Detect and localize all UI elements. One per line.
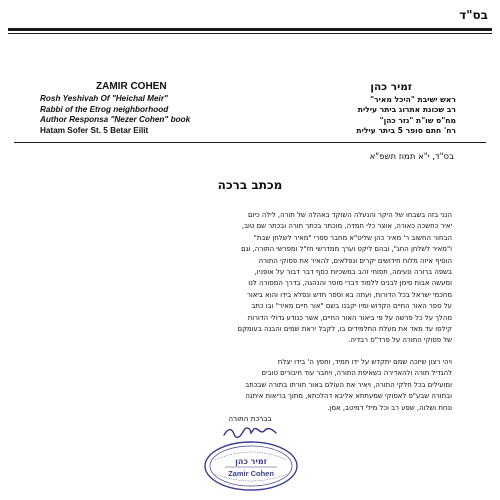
body-line: להגדיל תורה ולהאדירה כשאיפת התורה, ויחבר עוד חיבורים טובים <box>261 369 452 378</box>
letterhead-he-line: רב שכונת אתרוג ביתר עילית <box>357 105 456 115</box>
body-line: מהלך על כל פרשה על פי ביאור האור החיים, אשר כנודע גדולי הדורות <box>247 313 452 322</box>
body-line: ויהי רצון שיזכה שמם יתקדש על ידו תמיד, וחפץ ה' בידו יצלח <box>277 357 452 366</box>
body-line: קילסו עד מאד את מעלת התלמידים בו, לקבל יראת שמים והבנה בעומקם <box>237 325 452 334</box>
body-line: ומעשה אבות סימן לבנים ללמוד דברי מוסר והנהגה, בדרך המסורה לנו <box>248 279 452 288</box>
top-rule <box>8 28 492 31</box>
letter-heading: מכתב ברכה <box>217 178 283 192</box>
body-line: ו"מאיר לשלחן החג", ובהם ליקט וערך ממדרשי חז"ל ומפרשי התורה, וגם <box>241 245 452 254</box>
body-line: ומועילים בכל חלקי התורה, ויאיר את העולם באור תורתו בתורה שבכתב <box>245 380 452 389</box>
letter-closing: בברכת התורה <box>228 414 272 423</box>
body-line: של פסוקי התורה על פרד"ס רבדיה. <box>348 336 452 345</box>
letterhead-he-name: זמיר כהן <box>370 81 412 93</box>
body-line: הבחור החשוב ר' מאיר כהן שליט"א מחבר ספרי "מאיר לשלחן שבת" <box>253 233 452 242</box>
handwritten-signature <box>220 424 280 440</box>
letterhead-he-line: ראש ישיבת "היכל מאיר" <box>370 94 456 104</box>
body-line: הוסיף איזה מלוח חידושים יקרים ונפלאים, להאיר את פסוקי התורה <box>258 256 452 265</box>
rabbinical-stamp <box>203 440 299 492</box>
letterhead-en-line: Hatam Sofer St. 5 Betar Eilit <box>40 125 149 135</box>
letterhead-en-line: Rabbi of the Etrog neighborhood <box>40 104 169 114</box>
body-line: ובתורה שבע"פ לאסוקי שמעתתא אליבא דהלכתא, מתוך בריאות איתנה <box>245 392 452 401</box>
svg-text:Zamir Cohen: Zamir Cohen <box>228 469 274 478</box>
body-line: מחכמי ישראל בכל הדורות, ועתה בא וספר חדש ונפלא בידו והוא ביאור <box>246 290 452 299</box>
body-line: ונחת ושלוה, שפע רב וכל מילי דמיטב, אמן. <box>327 403 452 412</box>
bsd-mark: בס"ד <box>459 8 488 22</box>
letterhead-he-line: רח' חתם סופר 5 ביתר עילית <box>356 126 456 136</box>
letter-body <box>48 210 452 424</box>
letterhead-hebrew <box>266 82 456 137</box>
letterhead-en-name: ZAMIR COHEN <box>96 81 167 92</box>
letter-paragraph <box>48 357 452 414</box>
letter-date: בס"ד, י"א תמוז תשפ"א <box>369 152 454 162</box>
body-line: הנני בזה בשבחו של היקר והנעלה השוקד באהלה של תורה, לילה כיום <box>248 211 452 219</box>
letterhead-divider <box>14 142 486 143</box>
svg-text:זמיר כהן: זמיר כהן <box>235 457 267 466</box>
body-line: בשפה ברורה ונעימה, תפוחי זהב במשכיות כסף דבר דבור על אופניו, <box>254 268 452 277</box>
letterhead-he-line: מח"ס שו"ת "נזר כהן" <box>379 115 456 125</box>
letterhead-en-line: Author Responsa "Nezer Cohen" book <box>40 115 191 125</box>
body-line: על ספר האור החיים הקדוש ומיו יקבנו בשם "אור חיים מאיר" ובו כתב <box>251 302 452 311</box>
letterhead-en-line: Rosh Yeshivah Of "Heichal Meir" <box>40 94 168 104</box>
letterhead-english <box>40 82 250 136</box>
body-line: יאיר כחשכה כאורה, אוצר כלי חמדה, מוכתר בכתר תורה ובכתר שם טוב, <box>241 222 452 231</box>
letter-paragraph <box>48 210 452 347</box>
top-rule-thin <box>8 33 492 34</box>
